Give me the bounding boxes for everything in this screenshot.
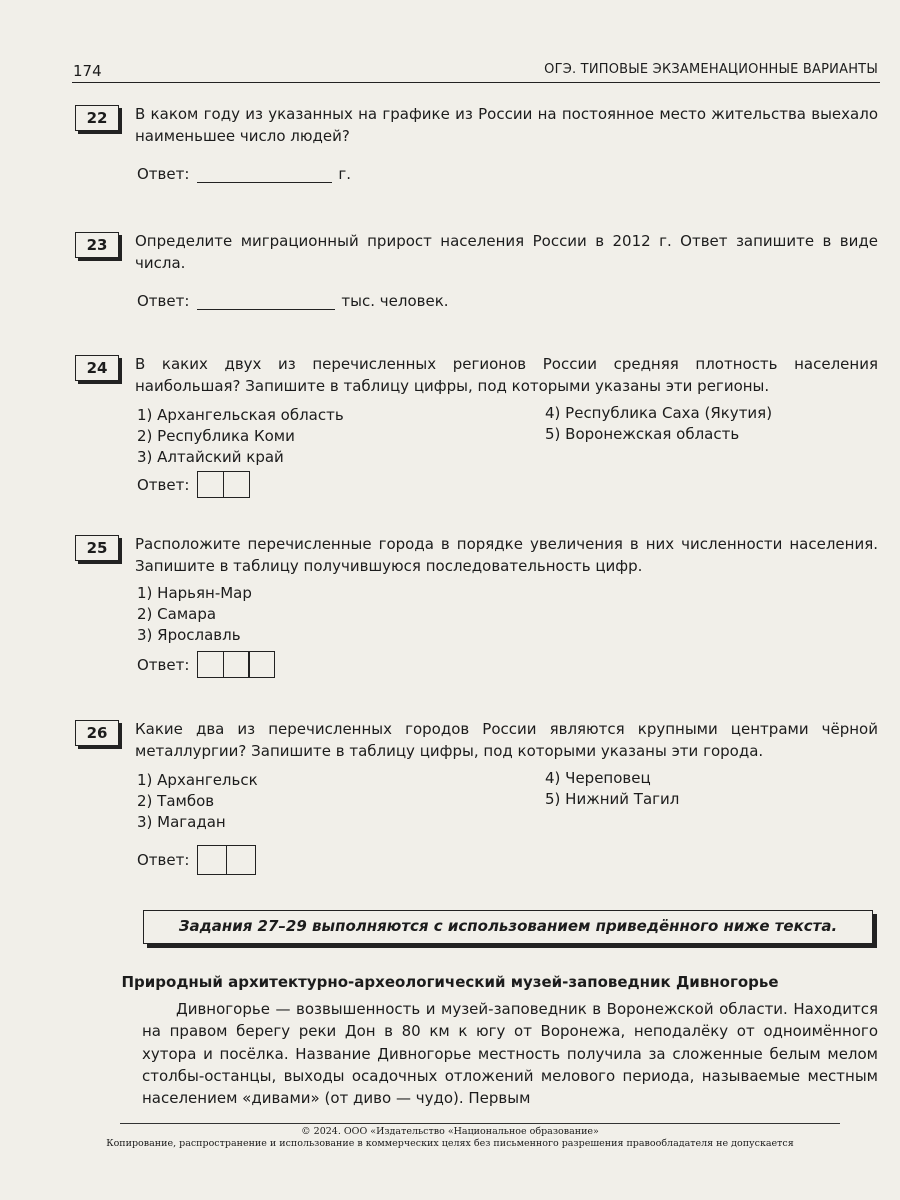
answer-input-line[interactable] — [197, 166, 332, 183]
option-item: 2) Самара — [137, 605, 217, 623]
task-24 — [73, 353, 878, 503]
task-question: В каких двух из перечисленных регионов России средняя плотность населения наибольшая? Запишите в таблицу цифры, под которыми указаны эти регионы. — [135, 355, 878, 395]
task-number-badge: 23 — [75, 232, 119, 258]
answer-label: Ответ: — [137, 851, 190, 869]
answer-cell[interactable] — [197, 845, 227, 875]
answer-label: Ответ: — [137, 165, 190, 183]
task-question: В каком году из указанных на графике из России на постоянное место жительства выехало наименьшее число людей? — [135, 105, 878, 145]
option-item: 1) Архангельская область — [137, 406, 344, 424]
answer-row — [137, 292, 449, 310]
option-item: 1) Нарьян-Мар — [137, 584, 252, 602]
answer-unit: тыс. человек. — [341, 292, 449, 310]
answer-unit: г. — [338, 165, 352, 183]
task-question: Определите миграционный прирост населения России в 2012 г. Ответ запишите в виде числа. — [135, 232, 878, 272]
info-box-tasks-27-29: Задания 27–29 выполняются с использованием приведённого ниже текста. — [143, 910, 873, 944]
answer-cell[interactable] — [197, 471, 224, 498]
task-question: Какие два из перечисленных городов России являются крупными центрами чёрной металлургии? Запишите в таблицу цифры, под которыми указаны эти города. — [135, 720, 878, 760]
option-item: 2) Республика Коми — [137, 427, 295, 445]
task-number-badge: 24 — [75, 355, 119, 381]
option-item: 2) Тамбов — [137, 792, 215, 810]
footer-notice: Копирование, распространение и использование в коммерческих целях без письменного разрешения правообладателя не допускается — [106, 1138, 794, 1149]
options-right — [545, 403, 772, 445]
answer-label: Ответ: — [137, 475, 190, 494]
answer-row — [137, 165, 351, 183]
options-left — [137, 583, 252, 646]
task-25 — [73, 533, 878, 683]
option-item: 3) Магадан — [137, 813, 226, 831]
answer-row — [137, 651, 275, 678]
answer-row — [137, 845, 256, 875]
footer-copyright: © 2024. ООО «Издательство «Национальное образование» — [301, 1126, 599, 1137]
header-divider — [72, 82, 880, 83]
task-23 — [73, 230, 878, 310]
running-header-title: ОГЭ. ТИПОВЫЕ ЭКЗАМЕНАЦИОННЫЕ ВАРИАНТЫ — [544, 62, 878, 77]
options-right — [545, 768, 679, 810]
answer-input-line[interactable] — [197, 293, 335, 310]
answer-cell[interactable] — [197, 651, 224, 678]
footer-divider — [120, 1123, 840, 1124]
answer-cell[interactable] — [223, 651, 250, 678]
option-item: 5) Нижний Тагил — [545, 790, 680, 808]
option-item: 4) Череповец — [545, 769, 651, 787]
task-26 — [73, 718, 878, 878]
answer-row — [137, 471, 250, 498]
section-body-text: Дивногорье — возвышенность и музей-заповедник в Воронежской области. Находится на правом берегу реки Дон в 80 км к югу от Воронежа, неподалёку от одноимённого хутора и посёлка. Название Дивногорье местность получила за сложенные белым мелом столбы-останцы, выходы осадочных отложений мелового периода, называемые местным населением «дивами» (от диво — чудо). Первым — [142, 1000, 878, 1108]
answer-cell[interactable] — [248, 651, 275, 678]
options-left — [137, 405, 344, 468]
task-22 — [73, 103, 878, 183]
answer-cell[interactable] — [226, 845, 256, 875]
task-number-badge: 22 — [75, 105, 119, 131]
option-item: 3) Алтайский край — [137, 448, 284, 466]
answer-cell[interactable] — [223, 471, 250, 498]
answer-cells — [197, 651, 275, 678]
task-question: Расположите перечисленные города в порядке увеличения в них численности населения. Запишите в таблицу получившуюся последовательность цифр. — [135, 535, 878, 575]
task-number-badge: 25 — [75, 535, 119, 561]
page-number: 174 — [73, 62, 102, 80]
section-title: Природный архитектурно-археологический музей-заповедник Дивногорье — [121, 973, 779, 991]
answer-label: Ответ: — [137, 655, 190, 674]
answer-cells — [197, 471, 250, 498]
answer-label: Ответ: — [137, 292, 190, 310]
option-item: 5) Воронежская область — [545, 425, 740, 443]
option-item: 4) Республика Саха (Якутия) — [545, 404, 773, 422]
option-item: 3) Ярославль — [137, 626, 241, 644]
answer-cells — [197, 845, 256, 875]
option-item: 1) Архангельск — [137, 771, 258, 789]
task-number-badge: 26 — [75, 720, 119, 746]
options-left — [137, 770, 258, 833]
